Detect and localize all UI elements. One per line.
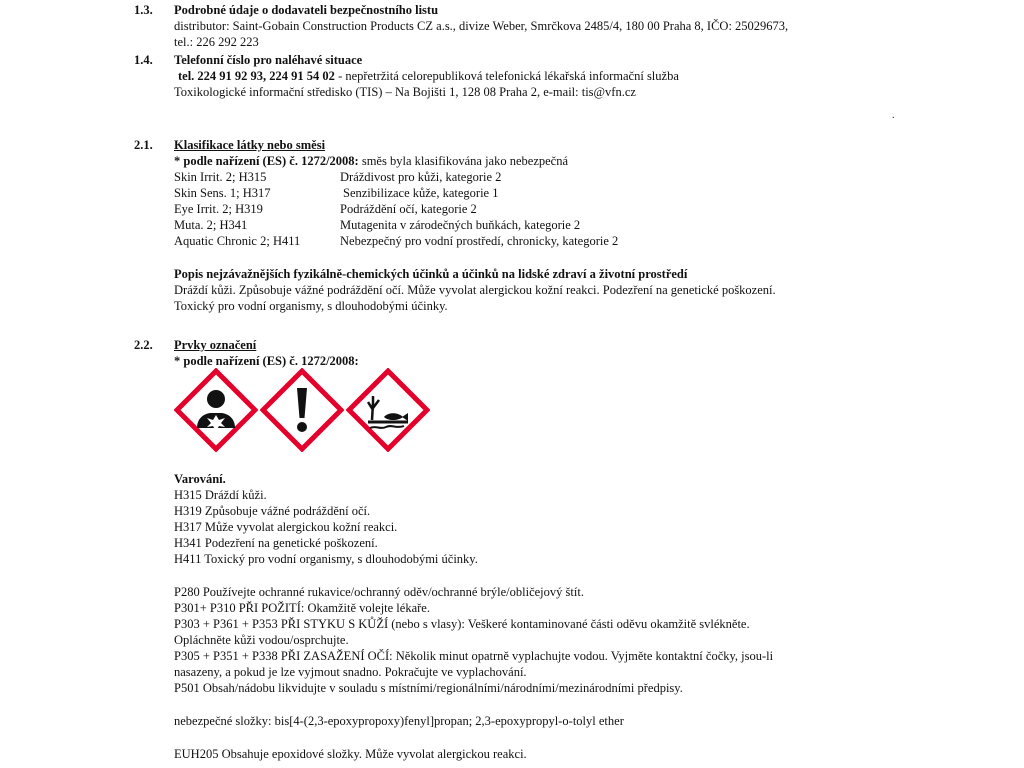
- environment-icon: [346, 368, 430, 452]
- classification-row: [174, 185, 776, 201]
- classification-row: [174, 233, 776, 249]
- exclamation-mark-icon: [260, 368, 344, 452]
- section-2-2: [174, 337, 359, 369]
- regulation-desc: směs byla klasifikována jako nebezpečná: [358, 154, 569, 168]
- hazard-statement: H317 Může vyvolat alergickou kožní reakci.: [174, 520, 398, 534]
- section-number: 2.1.: [134, 138, 153, 152]
- classification-code: Aquatic Chronic 2; H411: [174, 234, 301, 248]
- effects-line: Toxický pro vodní organismy, s dlouhodobými účinky.: [174, 299, 448, 313]
- hazard-statement: H411 Toxický pro vodní organismy, s dlouhodobými účinky.: [174, 552, 478, 566]
- section-2-1: [174, 137, 776, 314]
- classification-desc: Nebezpečný pro vodní prostředí, chronicky, kategorie 2: [340, 234, 619, 248]
- classification-row: [174, 201, 776, 217]
- classification-row: [174, 169, 776, 185]
- classification-code: Skin Sens. 1; H317: [174, 186, 271, 200]
- precautionary-statement: P501 Obsah/nádobu likvidujte v souladu s místními/regionálními/národními/mezinárodními předpisy.: [174, 681, 683, 695]
- section-title: Podrobné údaje o dodavateli bezpečnostního listu: [174, 3, 439, 17]
- hazard-statement: H315 Dráždí kůži.: [174, 488, 267, 502]
- section-title: Prvky označení: [174, 338, 257, 352]
- section-number: 1.3.: [134, 3, 153, 17]
- distributor-line: distributor: Saint-Gobain Construction Products CZ a.s., divize Weber, Smrčkova 2485/4, 180 00 Praha 8, IČO: 25029673,: [174, 19, 789, 33]
- hazard-statement: H341 Podezření na genetické poškození.: [174, 536, 378, 550]
- precautionary-statements: [174, 584, 773, 696]
- section-number: 2.2.: [134, 338, 153, 352]
- classification-list: [174, 169, 776, 249]
- emergency-phone-line: [174, 68, 679, 84]
- hazard-statements: [174, 487, 773, 567]
- classification-code: Eye Irrit. 2; H319: [174, 202, 263, 216]
- classification-code: Skin Irrit. 2; H315: [174, 170, 267, 184]
- precautionary-statement: P305 + P351 + P338 PŘI ZASAŽENÍ OČÍ: Několik minut opatrně vyplachujte vodou. Vyjměte kontaktní čočky, jsou-li: [174, 649, 774, 663]
- classification-desc: Senzibilizace kůže, kategorie 1: [343, 186, 499, 200]
- classification-desc: Mutagenita v zárodečných buňkách, kategorie 2: [340, 218, 581, 232]
- classification-desc: Dráždivost pro kůži, kategorie 2: [340, 170, 502, 184]
- classification-row: [174, 217, 776, 233]
- emergency-phone-desc: - nepřetržitá celorepubliková telefonická lékařská informační služba: [334, 69, 679, 83]
- hazardous-components: nebezpečné složky: bis[4-(2,3-epoxypropoxy)fenyl]propan; 2,3-epoxypropyl-o-tolyl ether: [174, 714, 624, 728]
- precautionary-statement: P280 Používejte ochranné rukavice/ochranný oděv/ochranné brýle/obličejový štít.: [174, 585, 584, 599]
- hazard-statement: H319 Způsobuje vážné podráždění očí.: [174, 504, 371, 518]
- precautionary-statement: Opláchněte kůži vodou/osprchujte.: [174, 633, 349, 647]
- precautionary-statement: nasazeny, a pokud je lze vyjmout snadno. Pokračujte ve vyplachování.: [174, 665, 527, 679]
- section-title: Telefonní číslo pro naléhavé situace: [174, 53, 363, 67]
- regulation-ref: * podle nařízení (ES) č. 1272/2008:: [174, 154, 359, 168]
- distributor-phone: tel.: 226 292 223: [174, 35, 259, 49]
- classification-code: Muta. 2; H341: [174, 218, 248, 232]
- label-elements: [174, 471, 773, 762]
- signal-word: Varování.: [174, 472, 226, 486]
- emergency-phone-numbers: tel. 224 91 92 93, 224 91 54 02: [178, 69, 335, 83]
- effects-title: Popis nejzávažnějších fyzikálně-chemických účinků a účinků na lidské zdraví a životní prostředí: [174, 267, 688, 281]
- classification-desc: Podráždění očí, kategorie 2: [340, 202, 477, 216]
- precautionary-statement: P303 + P361 + P353 PŘI STYKU S KŮŽÍ (nebo s vlasy): Veškeré kontaminované části oděvu okamžitě svlékněte.: [174, 617, 750, 631]
- section-1-4: [174, 52, 679, 100]
- health-hazard-icon: [174, 368, 258, 452]
- regulation-ref: * podle nařízení (ES) č. 1272/2008:: [174, 354, 359, 368]
- effects-line: Dráždí kůži. Způsobuje vážné podráždění očí. Může vyvolat alergickou kožní reakci. Podezření na genetické poškození.: [174, 283, 776, 297]
- precautionary-statement: P301+ P310 PŘI POŽITÍ: Okamžitě volejte lékaře.: [174, 601, 430, 615]
- regulation-line: [174, 153, 776, 169]
- euh-statement: EUH205 Obsahuje epoxidové složky. Může vyvolat alergickou reakci.: [174, 747, 527, 761]
- section-number: 1.4.: [134, 53, 153, 67]
- stray-mark: .: [892, 110, 895, 121]
- section-1-3: [174, 2, 788, 50]
- tis-line: Toxikologické informační středisko (TIS) – Na Bojišti 1, 128 08 Praha 2, e-mail: tis@vfn.cz: [174, 85, 636, 99]
- section-title: Klasifikace látky nebo směsi: [174, 138, 326, 152]
- ghs-pictograms: [174, 368, 432, 452]
